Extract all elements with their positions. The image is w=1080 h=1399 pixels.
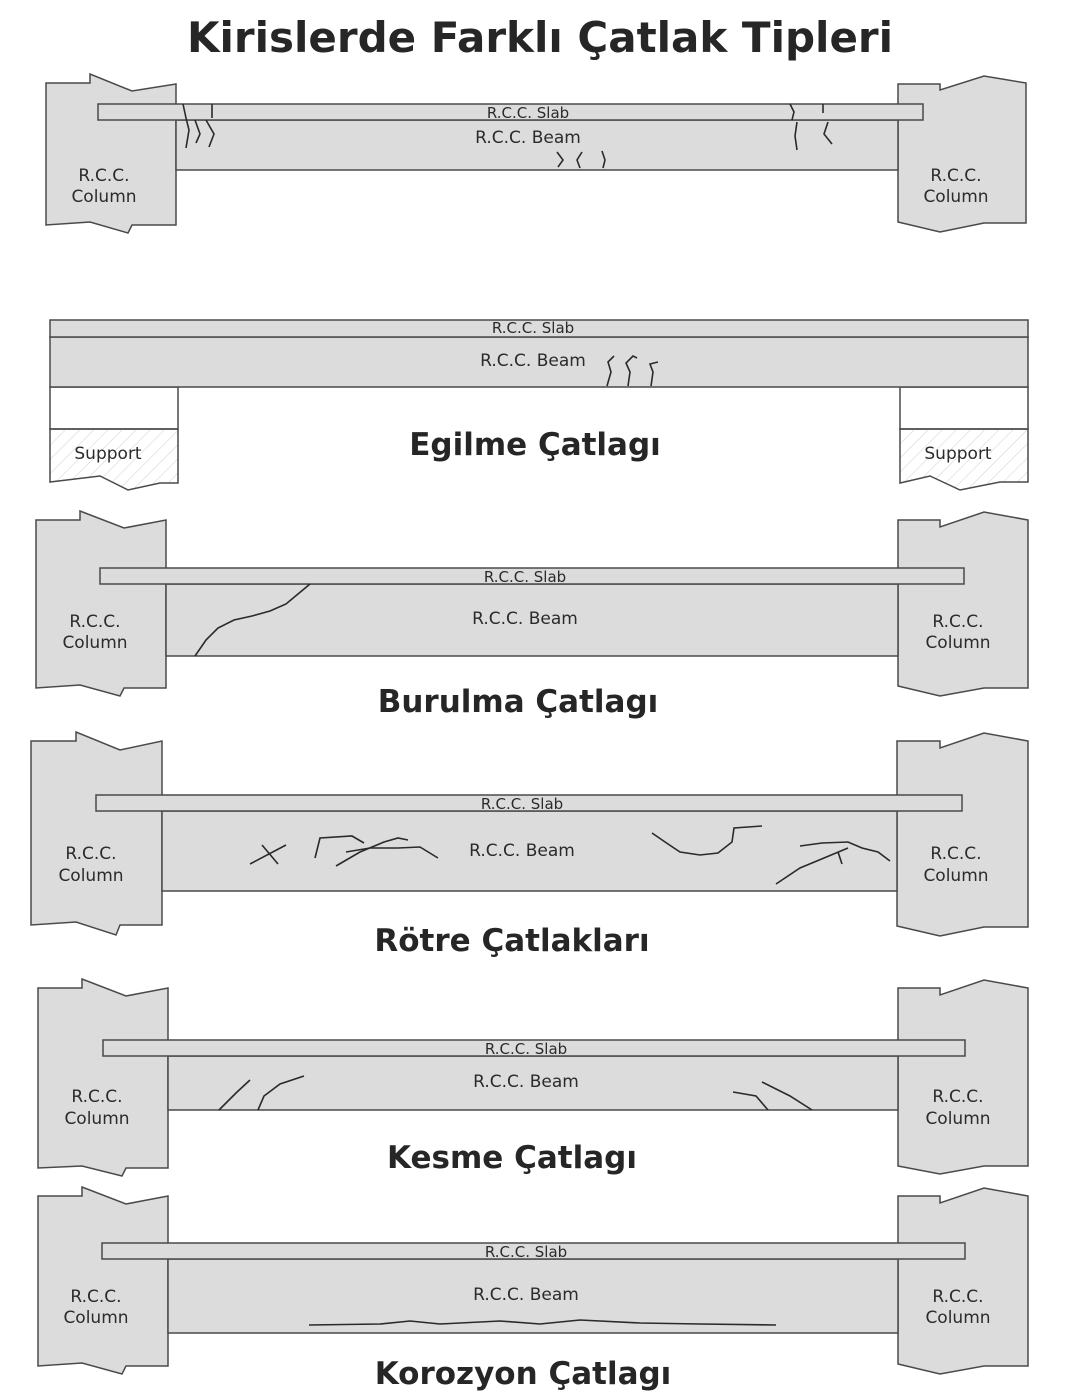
- column-label-line1: R.C.C.: [932, 1087, 984, 1107]
- support-left-top: [50, 387, 178, 429]
- page-title: Kirislerde Farklı Çatlak Tipleri: [186, 13, 894, 62]
- left-column: [36, 511, 166, 696]
- caption-torsion: Burulma Çatlagı: [377, 684, 659, 720]
- slab-label: R.C.C. Slab: [483, 568, 567, 586]
- column-label-line2: Column: [64, 1109, 130, 1129]
- column-label-line1: R.C.C.: [65, 844, 117, 864]
- beam-label: R.C.C. Beam: [472, 609, 578, 629]
- support-label: Support: [74, 444, 142, 464]
- column-label-line2: Column: [925, 1109, 991, 1129]
- left-column: [31, 732, 162, 935]
- column-label-line1: R.C.C.: [930, 844, 982, 864]
- panel-bending: [50, 320, 1028, 490]
- caption-corrosion: Korozyon Çatlagı: [374, 1356, 672, 1392]
- panel-corrosion: [38, 1187, 1028, 1374]
- right-column: [898, 512, 1028, 696]
- support-label: Support: [924, 444, 992, 464]
- column-label-line1: R.C.C.: [71, 1087, 123, 1107]
- caption-bending: Egilme Çatlagı: [409, 427, 661, 463]
- right-column: [898, 76, 1026, 232]
- panel-overview: [46, 74, 1026, 233]
- caption-shrinkage: Rötre Çatlakları: [374, 923, 650, 959]
- panel-torsion: [36, 511, 1028, 696]
- right-column: [897, 733, 1028, 936]
- caption-shear: Kesme Çatlagı: [387, 1140, 637, 1176]
- column-label-line1: R.C.C.: [69, 612, 121, 632]
- beam-label: R.C.C. Beam: [473, 1072, 579, 1092]
- column-label-line2: Column: [62, 633, 128, 653]
- slab-label: R.C.C. Slab: [484, 1243, 568, 1261]
- slab-label: R.C.C. Slab: [486, 104, 570, 122]
- left-column: [38, 979, 168, 1176]
- slab-label: R.C.C. Slab: [484, 1040, 568, 1058]
- column-label-line2: Column: [71, 187, 137, 207]
- slab-label: R.C.C. Slab: [491, 319, 575, 337]
- support-right-top: [900, 387, 1028, 429]
- right-column: [898, 980, 1028, 1174]
- column-label-line2: Column: [925, 633, 991, 653]
- slab-label: R.C.C. Slab: [480, 795, 564, 813]
- column-label-line2: Column: [63, 1308, 129, 1328]
- beam-label: R.C.C. Beam: [475, 128, 581, 148]
- panel-shrinkage: [31, 732, 1028, 936]
- column-label-line1: R.C.C.: [932, 612, 984, 632]
- column-label-line2: Column: [923, 866, 989, 886]
- column-label-line1: R.C.C.: [78, 166, 130, 186]
- column-label-line1: R.C.C.: [70, 1287, 122, 1307]
- beam-label: R.C.C. Beam: [469, 841, 575, 861]
- column-label-line1: R.C.C.: [930, 166, 982, 186]
- column-label-line1: R.C.C.: [932, 1287, 984, 1307]
- column-label-line2: Column: [925, 1308, 991, 1328]
- left-column: [46, 74, 176, 233]
- left-column: [38, 1187, 168, 1374]
- right-column: [898, 1188, 1028, 1374]
- column-label-line2: Column: [58, 866, 124, 886]
- beam-label: R.C.C. Beam: [473, 1285, 579, 1305]
- beam-label: R.C.C. Beam: [480, 351, 586, 371]
- column-label-line2: Column: [923, 187, 989, 207]
